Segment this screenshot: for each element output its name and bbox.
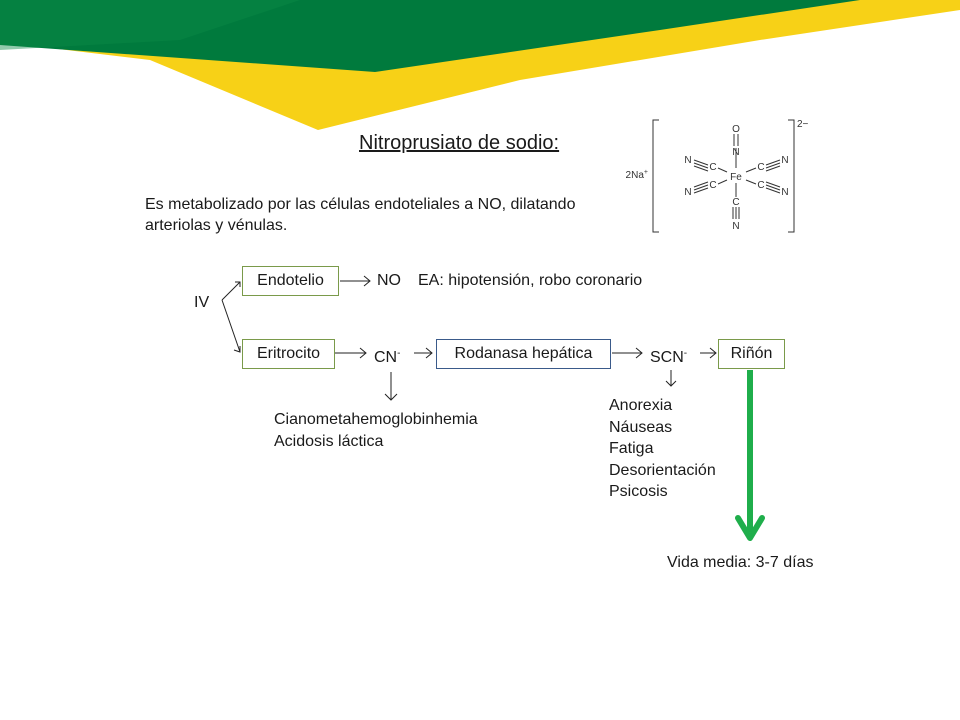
atom-n-left-up: N (684, 155, 692, 166)
atom-n-top: N (732, 147, 740, 158)
atom-n-right-down: N (781, 187, 789, 198)
atom-c-right-up: C (757, 162, 765, 173)
nitroprusside-structure (653, 120, 794, 232)
atom-o: O (732, 124, 740, 135)
cn-label: CN- (374, 348, 401, 366)
endotelio-label: Endotelio (257, 272, 324, 289)
charge-label: 2− (797, 119, 809, 130)
rodanasa-label: Rodanasa hepática (454, 345, 593, 362)
scn-label: SCN- (650, 348, 688, 366)
scn-effect-item: Anorexia (609, 397, 673, 414)
cn-charge: - (397, 348, 401, 359)
atom-n-bottom: N (732, 221, 740, 232)
adverse-effects-label: EA: hipotensión, robo coronario (418, 272, 643, 289)
cn-effect-item: Acidosis láctica (274, 432, 384, 450)
slide-title: Nitroprusiato de sodio: (359, 132, 560, 154)
rinon-box (718, 339, 785, 369)
counterion-label: 2Na+ (625, 169, 648, 181)
atom-n-right-up: N (781, 155, 789, 166)
eritrocito-box (242, 339, 335, 369)
description-line-2: arteriolas y vénulas. (145, 217, 288, 234)
no-label: NO (377, 272, 401, 289)
scn-effect-item: Náuseas (609, 418, 673, 436)
rodanasa-box (436, 339, 611, 369)
cn-effect-item: Cianometahemoglobinhemia (274, 411, 478, 428)
green-arrow (738, 370, 762, 538)
atom-c-bottom: C (732, 197, 740, 208)
eritrocito-label: Eritrocito (256, 345, 321, 362)
atom-c-left-down: C (709, 180, 717, 191)
atom-fe: Fe (730, 172, 742, 183)
rinon-label: Riñón (730, 345, 773, 362)
arrow-iv-eritrocito (222, 300, 240, 352)
description-line-1: Es metabolizado por las células endoteliales a NO, dilatando (145, 196, 576, 213)
endotelio-box (242, 266, 339, 296)
arrow-iv-endotelio (222, 282, 240, 300)
scn-effect-item: Fatiga (609, 440, 654, 457)
atom-c-left-up: C (709, 162, 717, 173)
scn-effects-list (609, 395, 716, 503)
scn-charge: - (683, 348, 688, 359)
atom-n-left-down: N (684, 187, 692, 198)
scn-effect-item: Psicosis (609, 483, 668, 500)
half-life-label: Vida media: 3-7 días (667, 554, 814, 571)
route-label: IV (194, 294, 210, 311)
cn-effects-list (274, 409, 478, 452)
atom-c-right-down: C (757, 180, 765, 191)
scn-effect-item: Desorientación (609, 461, 716, 479)
